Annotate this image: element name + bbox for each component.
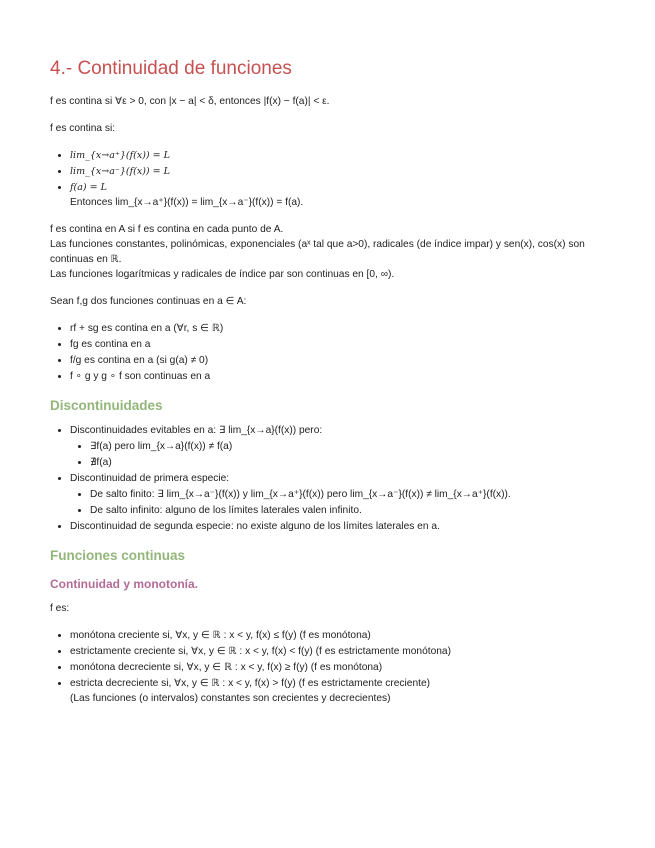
conditions-note: Entonces lim_{x→a⁺}(f(x)) = lim_{x→a⁻}(f(x)) = f(a).: [70, 197, 304, 208]
subsection-heading-monotonia: Continuidad y monotonía.: [50, 577, 198, 591]
list-item: ∄f(a): [90, 455, 611, 470]
section-heading-funciones-continuas: Funciones continuas: [50, 548, 186, 563]
monotony-note: (Las funciones (o intervalos) constantes son crecientes y decrecientes): [70, 693, 391, 704]
list-item: Discontinuidades evitables en a: ∃ lim_{x→a}(f(x)) pero: ∃f(a) pero lim_{x→a}(f(x)) ≠ f(a) ∄f(a): [70, 423, 611, 470]
paragraph-continuous-functions: Las funciones constantes, polinómicas, exponenciales (aˣ tal que a>0), radicales (de índice impar) y sen(x), cos(x) son continuas en ℝ.: [50, 239, 585, 265]
list-item: Discontinuidad de primera especie: De salto finito: ∃ lim_{x→a⁻}(f(x)) y lim_{x→a⁺}(f(x)) pero lim_{x→a⁻}(f(x)) ≠ lim_{x→a⁺}(f(x)). De salto infinito: alguno de los límites laterales valen infinito.: [70, 471, 611, 518]
list-item: estrictamente creciente si, ∀x, y ∈ ℝ : x < y, f(x) < f(y) (f es estrictamente monótona): [70, 644, 611, 659]
list-item: f(a) = L Entonces lim_{x→a⁺}(f(x)) = lim_{x→a⁻}(f(x)) = f(a).: [70, 180, 611, 210]
list-item: ∃f(a) pero lim_{x→a}(f(x)) ≠ f(a): [90, 439, 611, 454]
list-item: f/g es contina en a (si g(a) ≠ 0): [70, 353, 611, 368]
list-item: estricta decreciente si, ∀x, y ∈ ℝ : x < y, f(x) > f(y) (f es estrictamente creciente) (Las funciones (o intervalos) constantes son crecientes y decrecientes): [70, 676, 611, 706]
list-item: lim_{x→a⁻}(f(x)) = L: [70, 164, 611, 179]
list-item: De salto finito: ∃ lim_{x→a⁻}(f(x)) y lim_{x→a⁺}(f(x)) pero lim_{x→a⁻}(f(x)) ≠ lim_{x→a⁺}(f(x)).: [90, 487, 611, 502]
list-item: rf + sg es contina en a (∀r, s ∈ ℝ): [70, 321, 611, 336]
discontinuity-list: [50, 423, 611, 534]
list-item: De salto infinito: alguno de los límites laterales valen infinito.: [90, 503, 611, 518]
paragraph-operations-lead: Sean f,g dos funciones continuas en a ∈ A:: [50, 296, 247, 307]
sublist: [70, 439, 611, 470]
monotony-lead: f es:: [50, 603, 70, 614]
list-item: monótona creciente si, ∀x, y ∈ ℝ : x < y, f(x) ≤ f(y) (f es monótona): [70, 628, 611, 643]
page-title: 4.- Continuidad de funciones: [50, 58, 292, 79]
list-item: Discontinuidad de segunda especie: no existe alguno de los límites laterales en a.: [70, 519, 611, 534]
limit-conditions-list: [50, 148, 611, 210]
list-item: monótona decreciente si, ∀x, y ∈ ℝ : x < y, f(x) ≥ f(y) (f es monótona): [70, 660, 611, 675]
paragraph-log-functions: Las funciones logarítmicas y radicales de índice par son continuas en [0, ∞).: [50, 269, 395, 280]
operations-list: [50, 321, 611, 384]
section-heading-discontinuidades: Discontinuidades: [50, 398, 163, 413]
definition-epsilon-delta: f es contina si ∀ε > 0, con |x − a| < δ, entonces |f(x) − f(a)| < ε.: [50, 96, 330, 107]
sublist: [70, 487, 611, 518]
list-item: lim_{x→a⁺}(f(x)) = L: [70, 148, 611, 163]
list-item: fg es contina en a: [70, 337, 611, 352]
monotony-list: [50, 628, 611, 706]
paragraph-continuity-set: f es contina en A si f es contina en cada punto de A.: [50, 224, 284, 235]
list-item: f ∘ g y g ∘ f son continuas en a: [70, 369, 611, 384]
definition-limits-lead: f es contina si:: [50, 123, 116, 134]
